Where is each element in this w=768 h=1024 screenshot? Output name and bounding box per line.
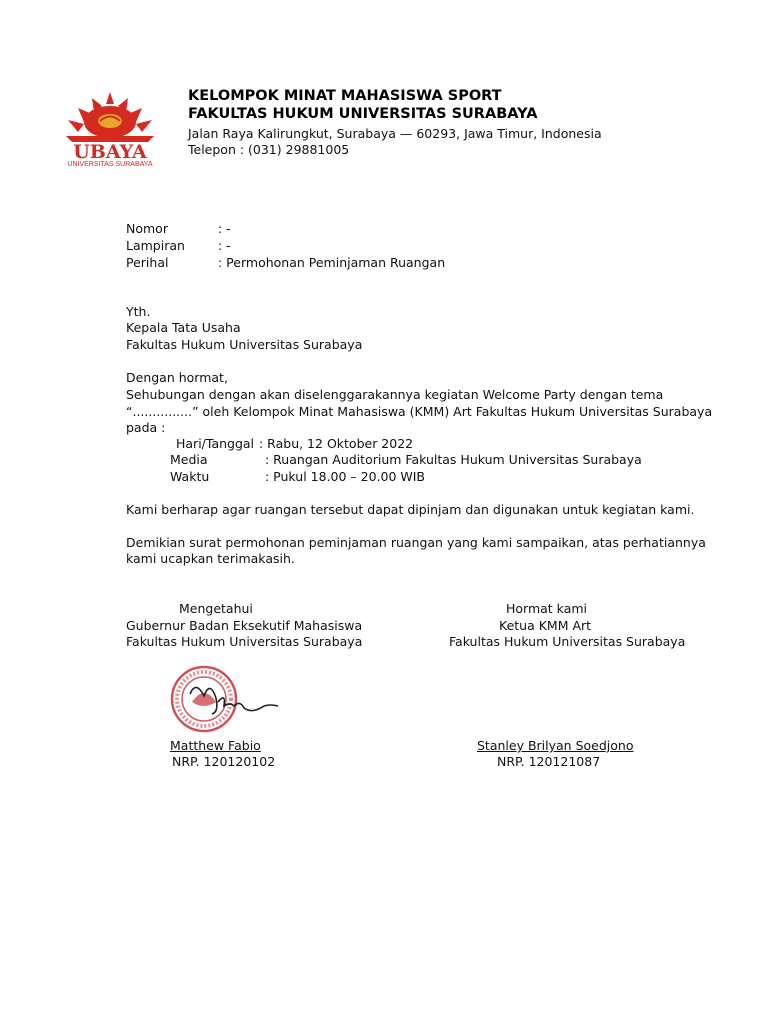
detail-value-media: : Ruangan Auditorium Fakultas Hukum Universitas Surabaya xyxy=(265,452,642,467)
closing-line2: kami ucapkan terimakasih. xyxy=(126,551,295,566)
right-sign-title: Ketua KMM Art xyxy=(499,618,592,633)
greeting: Dengan hormat, xyxy=(126,370,228,385)
meta-label-perihal: Perihal xyxy=(126,255,169,270)
detail-label-time: Waktu xyxy=(170,469,210,484)
right-signer-name: Stanley Brilyan Soedjono xyxy=(477,738,634,753)
intro-line2: “...............” oleh Kelompok Minat Mahasiswa (KMM) Art Fakultas Hukum Universitas Surabaya xyxy=(126,404,713,419)
ubaya-logo xyxy=(40,86,180,166)
meta-label-lampiran: Lampiran xyxy=(126,238,185,253)
intro-line3: pada : xyxy=(126,420,166,435)
left-signer-nrp: NRP. 120120102 xyxy=(172,754,276,769)
intro-line1: Sehubungan dengan akan diselenggarakannya kegiatan Welcome Party dengan tema xyxy=(126,387,664,402)
org-phone: Telepon : (031) 29881005 xyxy=(188,142,350,157)
official-stamp-and-signature xyxy=(168,664,298,734)
meta-value-lampiran: : - xyxy=(218,238,231,253)
detail-value-time: : Pukul 18.00 – 20.00 WIB xyxy=(265,469,426,484)
left-sign-heading: Mengetahui xyxy=(179,601,253,616)
right-sign-heading: Hormat kami xyxy=(506,601,588,616)
meta-value-perihal: : Permohonan Peminjaman Ruangan xyxy=(218,255,446,270)
recipient-line1: Kepala Tata Usaha xyxy=(126,320,241,335)
org-name-line1: KELOMPOK MINAT MAHASISWA SPORT xyxy=(188,88,502,104)
detail-value-date: : Rabu, 12 Oktober 2022 xyxy=(259,436,414,451)
meta-label-nomor: Nomor xyxy=(126,221,168,236)
logo-subtext: UNIVERSITAS SURABAYA xyxy=(67,161,153,166)
right-sign-faculty: Fakultas Hukum Universitas Surabaya xyxy=(449,634,686,649)
left-sign-faculty: Fakultas Hukum Universitas Surabaya xyxy=(126,634,363,649)
meta-value-nomor: : - xyxy=(218,221,231,236)
org-address: Jalan Raya Kalirungkut, Surabaya — 60293, Jawa Timur, Indonesia xyxy=(188,126,602,141)
left-sign-title: Gubernur Badan Eksekutif Mahasiswa xyxy=(126,618,363,633)
left-signer-name: Matthew Fabio xyxy=(170,738,261,753)
closing-line1: Demikian surat permohonan peminjaman ruangan yang kami sampaikan, atas perhatiannya xyxy=(126,535,706,550)
org-name-line2: FAKULTAS HUKUM UNIVERSITAS SURABAYA xyxy=(188,106,538,122)
right-signer-nrp: NRP. 120121087 xyxy=(497,754,601,769)
logo-text: UBAYA xyxy=(73,141,147,163)
detail-label-date: Hari/Tanggal xyxy=(176,436,255,451)
recipient-line2: Fakultas Hukum Universitas Surabaya xyxy=(126,337,363,352)
hope-paragraph: Kami berharap agar ruangan tersebut dapat dipinjam dan digunakan untuk kegiatan kami. xyxy=(126,502,695,517)
detail-label-media: Media xyxy=(170,452,208,467)
recipient-yth: Yth. xyxy=(126,304,151,319)
